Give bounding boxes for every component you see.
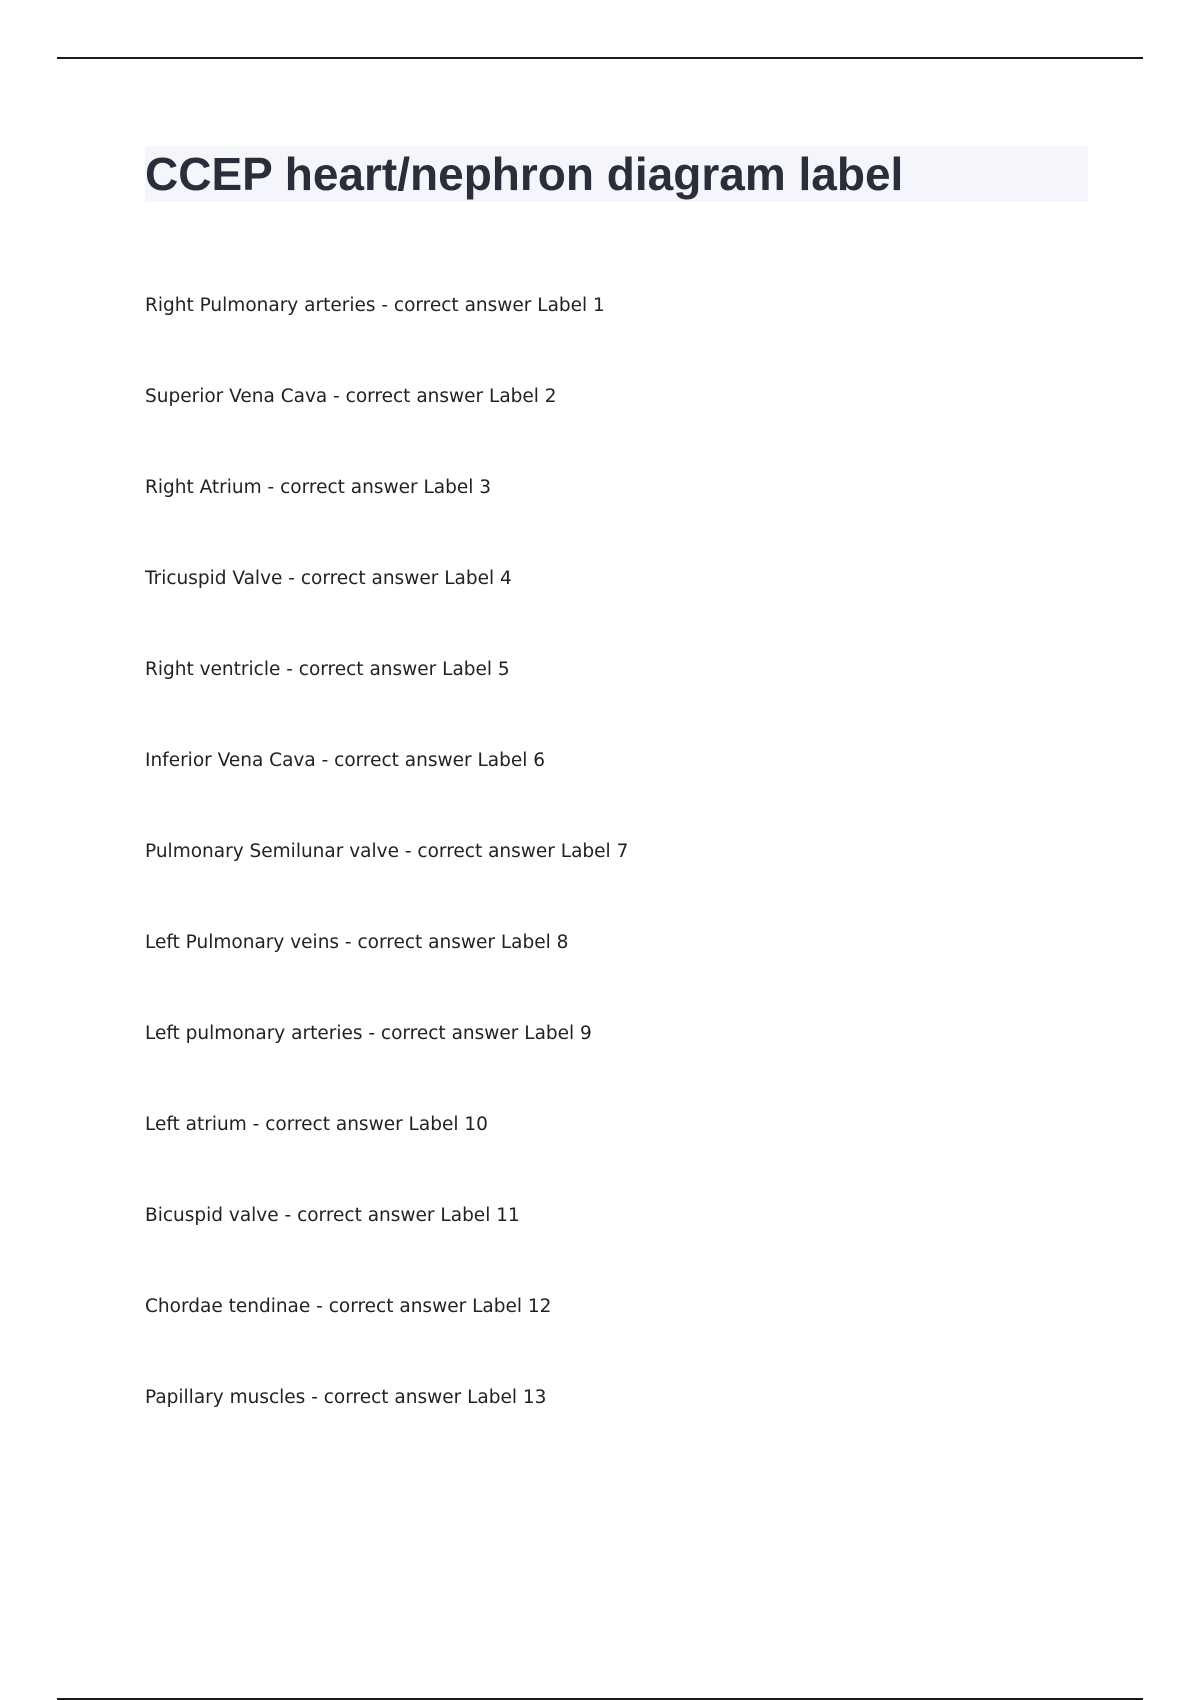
list-item: Papillary muscles - correct answer Label 13 — [145, 1387, 547, 1408]
list-item: Chordae tendinae - correct answer Label 12 — [145, 1296, 552, 1317]
list-item: Right Atrium - correct answer Label 3 — [145, 477, 492, 498]
answer-list — [145, 292, 628, 1475]
list-item: Inferior Vena Cava - correct answer Label 6 — [145, 750, 546, 771]
list-item: Superior Vena Cava - correct answer Label 2 — [145, 386, 557, 407]
list-item: Bicuspid valve - correct answer Label 11 — [145, 1205, 520, 1226]
list-item: Left pulmonary arteries - correct answer Label 9 — [145, 1023, 592, 1044]
list-item: Left Pulmonary veins - correct answer Label 8 — [145, 932, 569, 953]
list-item: Right Pulmonary arteries - correct answer Label 1 — [145, 295, 605, 316]
list-item: Tricuspid Valve - correct answer Label 4 — [145, 568, 512, 589]
list-item: Pulmonary Semilunar valve - correct answer Label 7 — [145, 841, 629, 862]
title-banner — [145, 146, 1088, 202]
top-divider — [57, 57, 1143, 59]
list-item: Left atrium - correct answer Label 10 — [145, 1114, 488, 1135]
list-item: Right ventricle - correct answer Label 5 — [145, 659, 510, 680]
document-title: CCEP heart/nephron diagram label — [145, 148, 904, 200]
